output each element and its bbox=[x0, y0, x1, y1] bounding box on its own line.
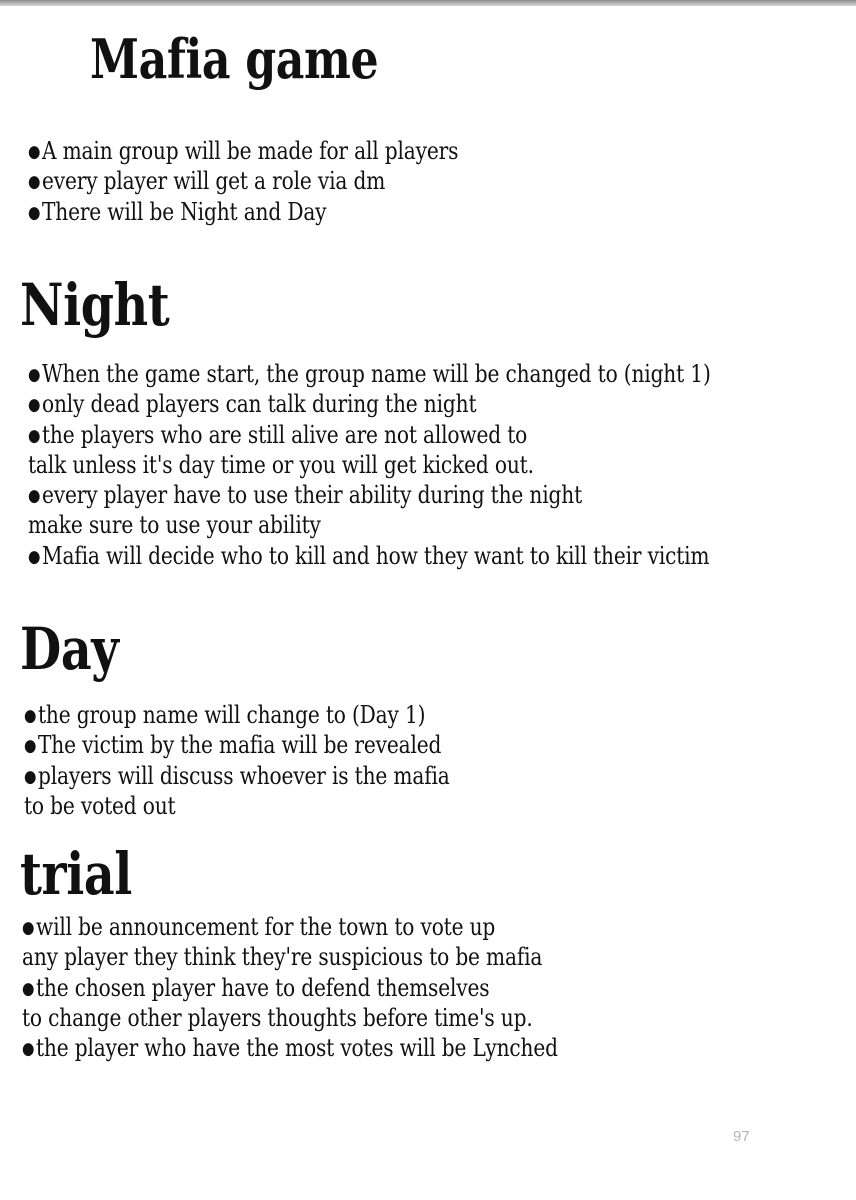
night-rules-list bbox=[28, 359, 841, 571]
trial-rules-list bbox=[22, 912, 660, 1063]
page-title: Mafia game bbox=[90, 27, 379, 91]
bullet-item: ● The victim by the mafia will be revealed bbox=[24, 730, 450, 760]
bullet-item: ● the players who are still alive are not allowed to bbox=[28, 420, 711, 450]
bullet-item: ● There will be Night and Day bbox=[28, 197, 458, 227]
continuation-line: make sure to use your ability bbox=[28, 511, 321, 540]
continuation-line: any player they think they're suspicious to be mafia bbox=[22, 943, 543, 972]
bullet-item: ● When the game start, the group name will be changed to (night 1) bbox=[28, 359, 711, 389]
bullet-item: ● the chosen player have to defend themselves bbox=[22, 973, 558, 1003]
bullet-item: ● A main group will be made for all players bbox=[28, 136, 458, 166]
trial-heading: trial bbox=[20, 840, 132, 908]
bullet-item: ● Mafia will decide who to kill and how they want to kill their victim bbox=[28, 541, 711, 571]
day-rules-list bbox=[24, 700, 531, 821]
bullet-item: ● the player who have the most votes will be Lynched bbox=[22, 1033, 558, 1063]
page-top-border bbox=[0, 0, 856, 6]
page-number: 97 bbox=[733, 1128, 750, 1145]
day-heading: Day bbox=[20, 615, 119, 683]
bullet-item: ● will be announcement for the town to vote up bbox=[22, 912, 558, 942]
continuation-line: to change other players thoughts before time's up. bbox=[22, 1003, 533, 1032]
bullet-item: ● the group name will change to (Day 1) bbox=[24, 700, 450, 730]
bullet-item: ● every player have to use their ability during the night bbox=[28, 480, 711, 510]
night-heading: Night bbox=[20, 271, 170, 339]
continuation-line: talk unless it's day time or you will get kicked out. bbox=[28, 450, 534, 479]
intro-list bbox=[28, 136, 540, 227]
bullet-item: ● every player will get a role via dm bbox=[28, 166, 458, 196]
bullet-item: ● only dead players can talk during the night bbox=[28, 389, 711, 419]
bullet-item: ● players will discuss whoever is the mafia bbox=[24, 761, 450, 791]
continuation-line: to be voted out bbox=[24, 791, 176, 820]
